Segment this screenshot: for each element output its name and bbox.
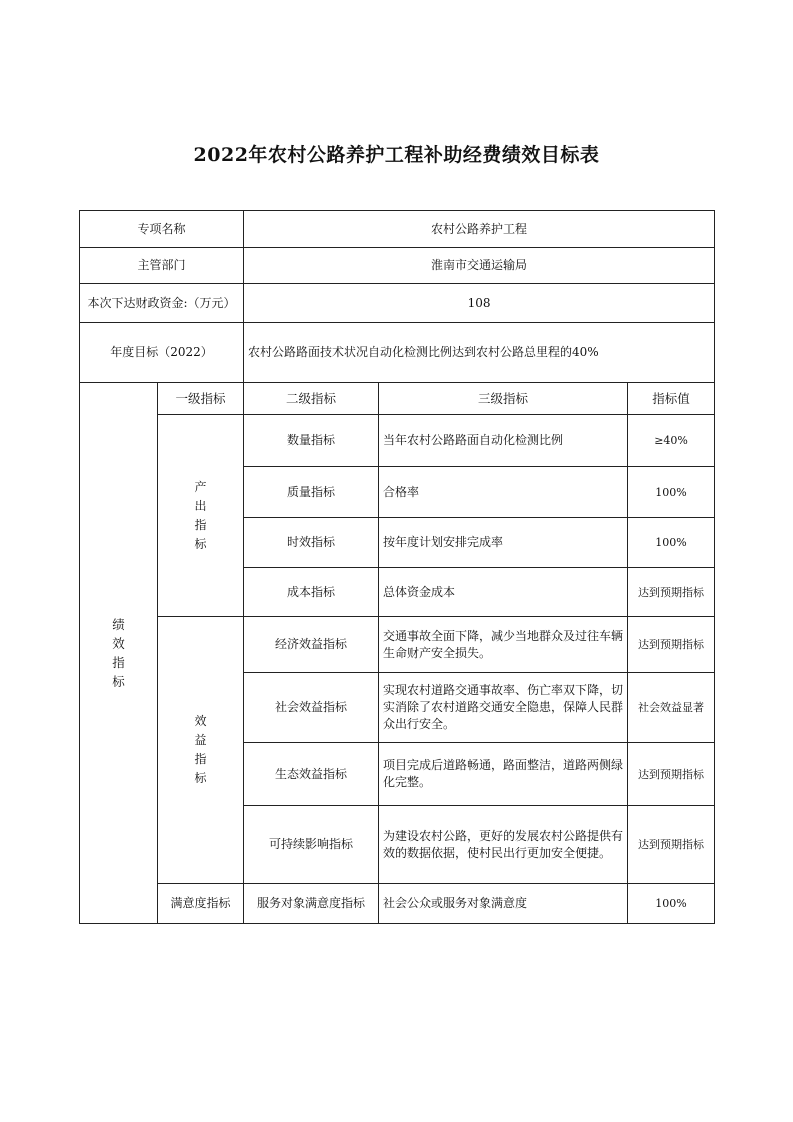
table-row (80, 415, 715, 467)
level3-cell: 交通事故全面下降，减少当地群众及过往车辆生命财产安全损失。 (379, 617, 628, 673)
level3-cell: 项目完成后道路畅通，路面整洁，道路两侧绿化完整。 (379, 743, 628, 806)
annual-goal-row (80, 323, 715, 383)
header-row (80, 383, 715, 415)
funds-label: 本次下达财政资金:（万元） (80, 284, 244, 323)
annual-goal-value: 农村公路路面技术状况自动化检测比例达到农村公路总里程的40% (244, 323, 715, 383)
level3-cell: 为建设农村公路，更好的发展农村公路提供有效的数据依据，使村民出行更加安全便捷。 (379, 806, 628, 884)
level3-cell: 社会公众或服务对象满意度 (379, 884, 628, 924)
group-benefit (158, 617, 244, 884)
level2-cell: 生态效益指标 (244, 743, 379, 806)
value-cell: 达到预期指标 (628, 617, 715, 673)
perf-indicator-text: 绩效指标 (112, 617, 125, 689)
value-cell: 100% (628, 467, 715, 518)
value-cell: ≥40% (628, 415, 715, 467)
funds-value: 108 (244, 284, 715, 323)
level2-cell: 服务对象满意度指标 (244, 884, 379, 924)
department-row (80, 248, 715, 284)
perf-indicator-label (80, 383, 158, 924)
value-cell: 达到预期指标 (628, 743, 715, 806)
table-row (80, 617, 715, 673)
project-name-value: 农村公路养护工程 (244, 211, 715, 248)
performance-target-table (79, 210, 715, 924)
level2-cell: 数量指标 (244, 415, 379, 467)
level3-cell: 当年农村公路路面自动化检测比例 (379, 415, 628, 467)
level3-cell: 实现农村道路交通事故率、伤亡率双下降，切实消除了农村道路交通安全隐患，保障人民群众出行安全。 (379, 673, 628, 743)
department-label: 主管部门 (80, 248, 244, 284)
header-level2: 二级指标 (244, 383, 379, 415)
value-cell: 100% (628, 884, 715, 924)
header-value: 指标值 (628, 383, 715, 415)
value-cell: 100% (628, 518, 715, 568)
level3-cell: 按年度计划安排完成率 (379, 518, 628, 568)
level3-cell: 合格率 (379, 467, 628, 518)
group-benefit-text: 效益指标 (194, 714, 207, 785)
level2-cell: 经济效益指标 (244, 617, 379, 673)
header-level3: 三级指标 (379, 383, 628, 415)
group-satisfaction: 满意度指标 (158, 884, 244, 924)
header-level1: 一级指标 (158, 383, 244, 415)
annual-goal-label: 年度目标（2022） (80, 323, 244, 383)
value-cell: 达到预期指标 (628, 568, 715, 617)
value-cell: 社会效益显著 (628, 673, 715, 743)
group-output-text: 产出指标 (194, 479, 207, 551)
table-row (80, 884, 715, 924)
funds-row (80, 284, 715, 323)
level2-cell: 质量指标 (244, 467, 379, 518)
page-title: 2022年农村公路养护工程补助经费绩效目标表 (193, 144, 600, 166)
department-value: 淮南市交通运输局 (244, 248, 715, 284)
level2-cell: 成本指标 (244, 568, 379, 617)
project-name-row (80, 211, 715, 248)
level2-cell: 可持续影响指标 (244, 806, 379, 884)
level2-cell: 时效指标 (244, 518, 379, 568)
level2-cell: 社会效益指标 (244, 673, 379, 743)
level3-cell: 总体资金成本 (379, 568, 628, 617)
value-cell: 达到预期指标 (628, 806, 715, 884)
group-output (158, 415, 244, 617)
project-name-label: 专项名称 (80, 211, 244, 248)
